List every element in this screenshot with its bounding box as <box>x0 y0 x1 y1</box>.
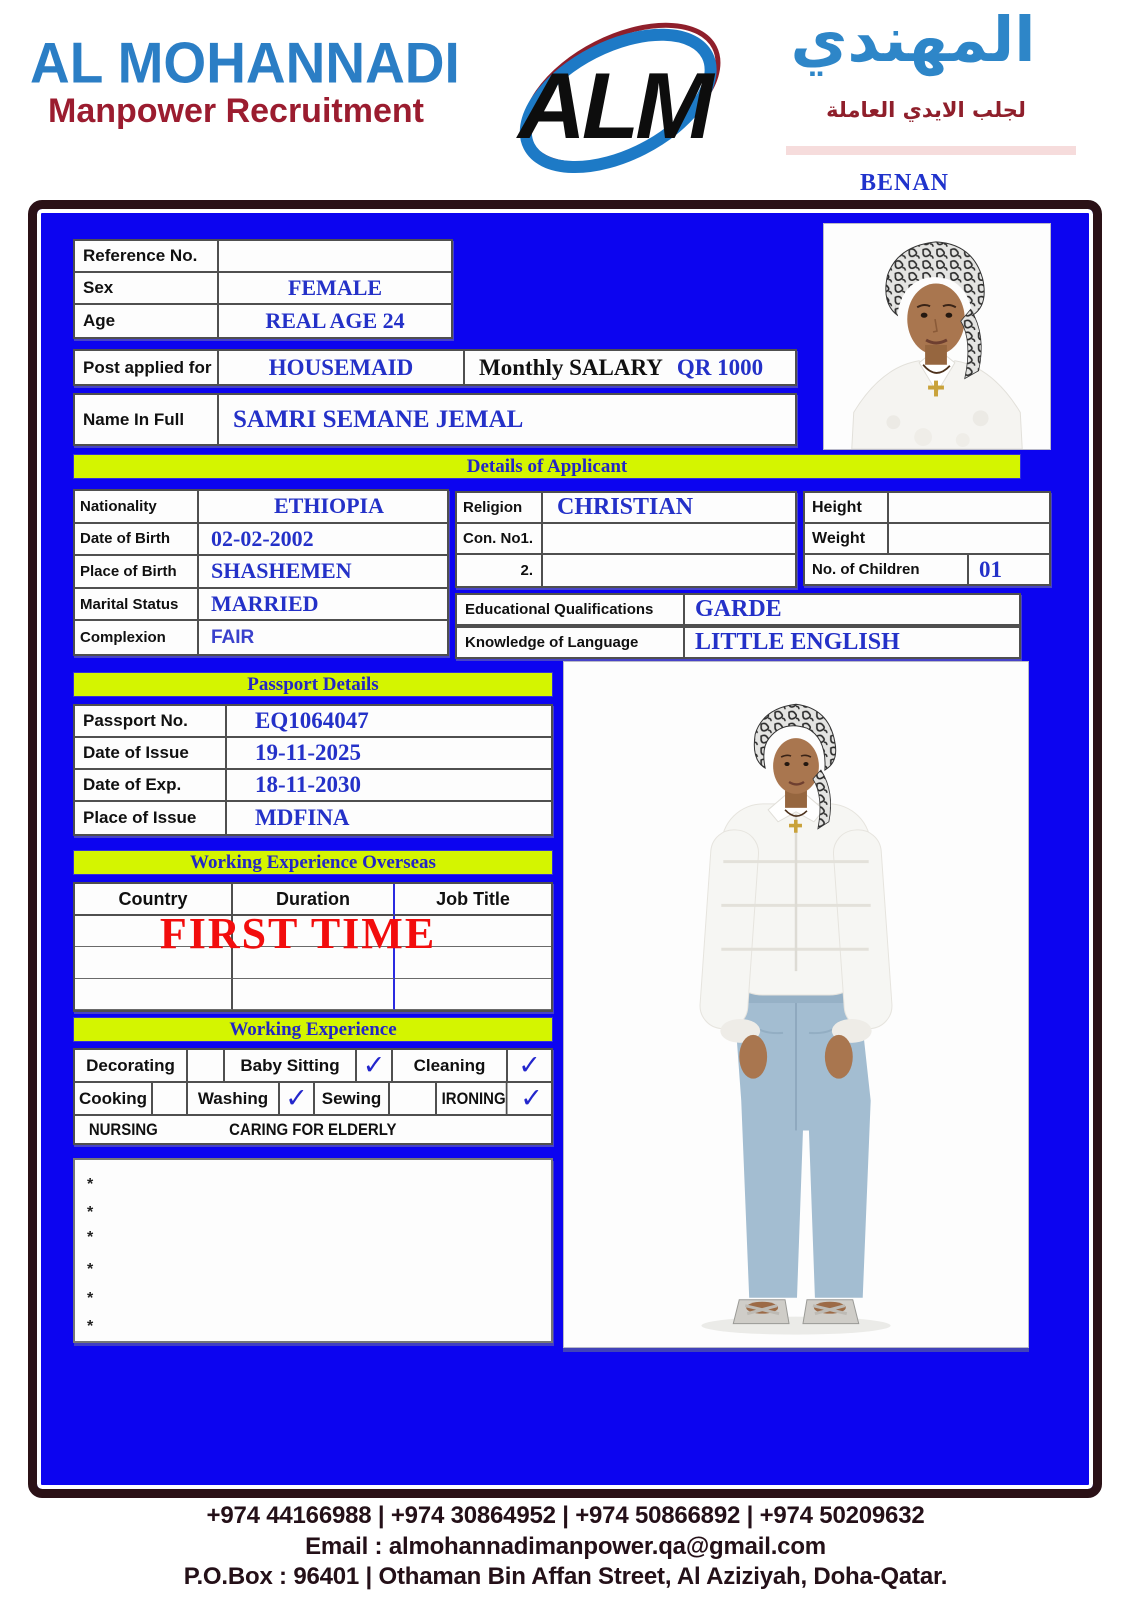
physical-details-table <box>803 491 1051 586</box>
passport-table <box>73 704 553 836</box>
applicant-portrait-photo <box>823 223 1051 450</box>
date-of-issue-label: Date of Issue <box>75 738 227 770</box>
post-applied-label: Post applied for <box>75 351 219 384</box>
cleaning-checkbox: ✓ <box>518 1050 541 1081</box>
religion-label: Religion <box>457 493 543 524</box>
name-row <box>73 393 797 446</box>
place-of-issue-label: Place of Issue <box>75 802 227 834</box>
children-label: No. of Children <box>805 555 969 584</box>
cv-main-panel <box>28 200 1102 1498</box>
reference-no-value <box>219 241 451 273</box>
remark-bullet: * <box>87 1318 94 1335</box>
footer-email: Email : almohannadimanpower.qa@gmail.com <box>305 1533 826 1560</box>
education-value: GARDE <box>695 596 782 622</box>
baby-sitting-checkbox: ✓ <box>357 1050 393 1081</box>
nationality-value: ETHIOPIA <box>199 491 447 524</box>
weight-label: Weight <box>805 524 889 553</box>
sewing-label: Sewing <box>315 1083 390 1114</box>
contact-no2-value <box>543 555 795 586</box>
cooking-label: Cooking <box>75 1083 153 1114</box>
weight-row <box>805 524 1049 555</box>
alm-logo <box>492 8 748 186</box>
religion-value: CHRISTIAN <box>543 493 795 524</box>
place-of-issue-value: MDFINA <box>255 805 350 830</box>
cooking-checkbox <box>153 1083 188 1114</box>
overseas-cell-empty <box>395 979 551 1010</box>
height-row <box>805 493 1049 524</box>
passport-no-value: EQ1064047 <box>227 706 551 738</box>
arabic-agency-name: المهندي <box>790 3 1036 76</box>
name-label: Name In Full <box>75 395 219 444</box>
dob-value: 02-02-2002 <box>199 524 447 557</box>
skills-row-1 <box>75 1050 551 1083</box>
date-of-issue-value: 19-11-2025 <box>227 738 551 770</box>
reference-sex-age-table <box>73 239 453 339</box>
job-title-column-header: Job Title <box>395 884 551 916</box>
contact-no1-label: Con. No1. <box>457 524 543 555</box>
ironing-checkbox: ✓ <box>520 1083 543 1114</box>
pob-value: SHASHEMEN <box>199 556 447 589</box>
caring-for-elderly-label: CARING FOR ELDERLY <box>229 1119 397 1139</box>
duration-column-header: Duration <box>233 884 395 916</box>
contact-no2-label: 2. <box>457 555 543 586</box>
remark-bullet: * <box>87 1261 94 1278</box>
nationality-label: Nationality <box>75 491 199 524</box>
remarks-box <box>73 1158 553 1343</box>
arabic-agency-tagline: لجلب الايدي العاملة <box>826 98 1026 122</box>
complexion-label: Complexion <box>75 621 199 654</box>
complexion-value: FAIR <box>211 626 255 648</box>
cleaning-label: Cleaning <box>393 1050 508 1081</box>
religion-contact-table <box>455 491 797 588</box>
salary-label: Monthly SALARY <box>479 354 663 380</box>
reference-no-label: Reference No. <box>75 241 219 273</box>
country-column-header: Country <box>75 884 233 916</box>
contact-no1-value <box>543 524 795 555</box>
passport-no-label: Passport No. <box>75 706 227 738</box>
children-row <box>805 555 1049 584</box>
marital-status-value: MARRIED <box>199 589 447 622</box>
washing-label: Washing <box>188 1083 280 1114</box>
remark-bullet: * <box>87 1204 94 1221</box>
children-value: 01 <box>979 556 1002 582</box>
remark-bullet: * <box>87 1290 94 1307</box>
language-label: Knowledge of Language <box>457 628 685 657</box>
sex-label: Sex <box>75 273 219 305</box>
agency-tagline: Manpower Recruitment <box>48 92 424 130</box>
salary-cell <box>465 351 795 384</box>
scan-artifact <box>786 146 1076 155</box>
marital-status-label: Marital Status <box>75 589 199 622</box>
language-value: LITTLE ENGLISH <box>695 629 900 655</box>
height-value <box>889 493 1049 522</box>
decorating-checkbox <box>188 1050 225 1081</box>
footer-address: P.O.Box : 96401 | Othaman Bin Affan Street, Al Aziziyah, Doha-Qatar. <box>183 1563 948 1590</box>
remark-bullet: * <box>87 1229 94 1246</box>
decorating-label: Decorating <box>75 1050 188 1081</box>
date-of-exp-label: Date of Exp. <box>75 770 227 802</box>
post-salary-row <box>73 349 797 386</box>
passport-section-title: Passport Details <box>73 672 553 697</box>
post-applied-value: HOUSEMAID <box>219 351 465 384</box>
ironing-label: IRONING <box>442 1083 508 1114</box>
name-value: SAMRI SEMANE JEMAL <box>233 405 524 433</box>
skills-row-2 <box>75 1083 551 1116</box>
skills-section-title: Working Experience <box>73 1017 553 1042</box>
remark-bullet: * <box>87 1176 94 1193</box>
sex-value: FEMALE <box>219 273 451 305</box>
details-section-title: Details of Applicant <box>73 454 1021 479</box>
personal-details-table <box>73 489 449 656</box>
education-row <box>455 593 1021 626</box>
agent-name: BENAN <box>860 170 950 196</box>
age-label: Age <box>75 305 219 337</box>
overseas-cell-empty <box>75 979 233 1010</box>
agency-brand <box>30 30 460 130</box>
pob-label: Place of Birth <box>75 556 199 589</box>
date-of-exp-value: 18-11-2030 <box>227 770 551 802</box>
nursing-label: NURSING <box>88 1119 158 1139</box>
washing-checkbox: ✓ <box>280 1083 315 1114</box>
overseas-section-title: Working Experience Overseas <box>73 850 553 875</box>
language-row <box>455 626 1021 659</box>
applicant-fullbody-photo <box>563 661 1029 1348</box>
education-label: Educational Qualifications <box>457 595 685 624</box>
skills-table <box>73 1048 553 1145</box>
age-value: REAL AGE 24 <box>265 308 405 333</box>
weight-value <box>889 524 1049 553</box>
overseas-experience-table <box>73 882 553 1012</box>
skills-row-3 <box>75 1116 551 1143</box>
dob-label: Date of Birth <box>75 524 199 557</box>
logo-text: ALM <box>518 53 710 158</box>
baby-sitting-label: Baby Sitting <box>225 1050 357 1081</box>
first-time-stamp: FIRST TIME <box>159 909 437 958</box>
salary-value: QR 1000 <box>676 354 764 380</box>
agency-name: AL MOHANNADI <box>30 30 460 96</box>
overseas-cell-empty <box>233 979 395 1010</box>
sewing-checkbox <box>390 1083 437 1114</box>
footer-phone-numbers: +974 44166988 | +974 30864952 | +974 50866892 | +974 50209632 <box>206 1502 925 1529</box>
height-label: Height <box>805 493 889 522</box>
